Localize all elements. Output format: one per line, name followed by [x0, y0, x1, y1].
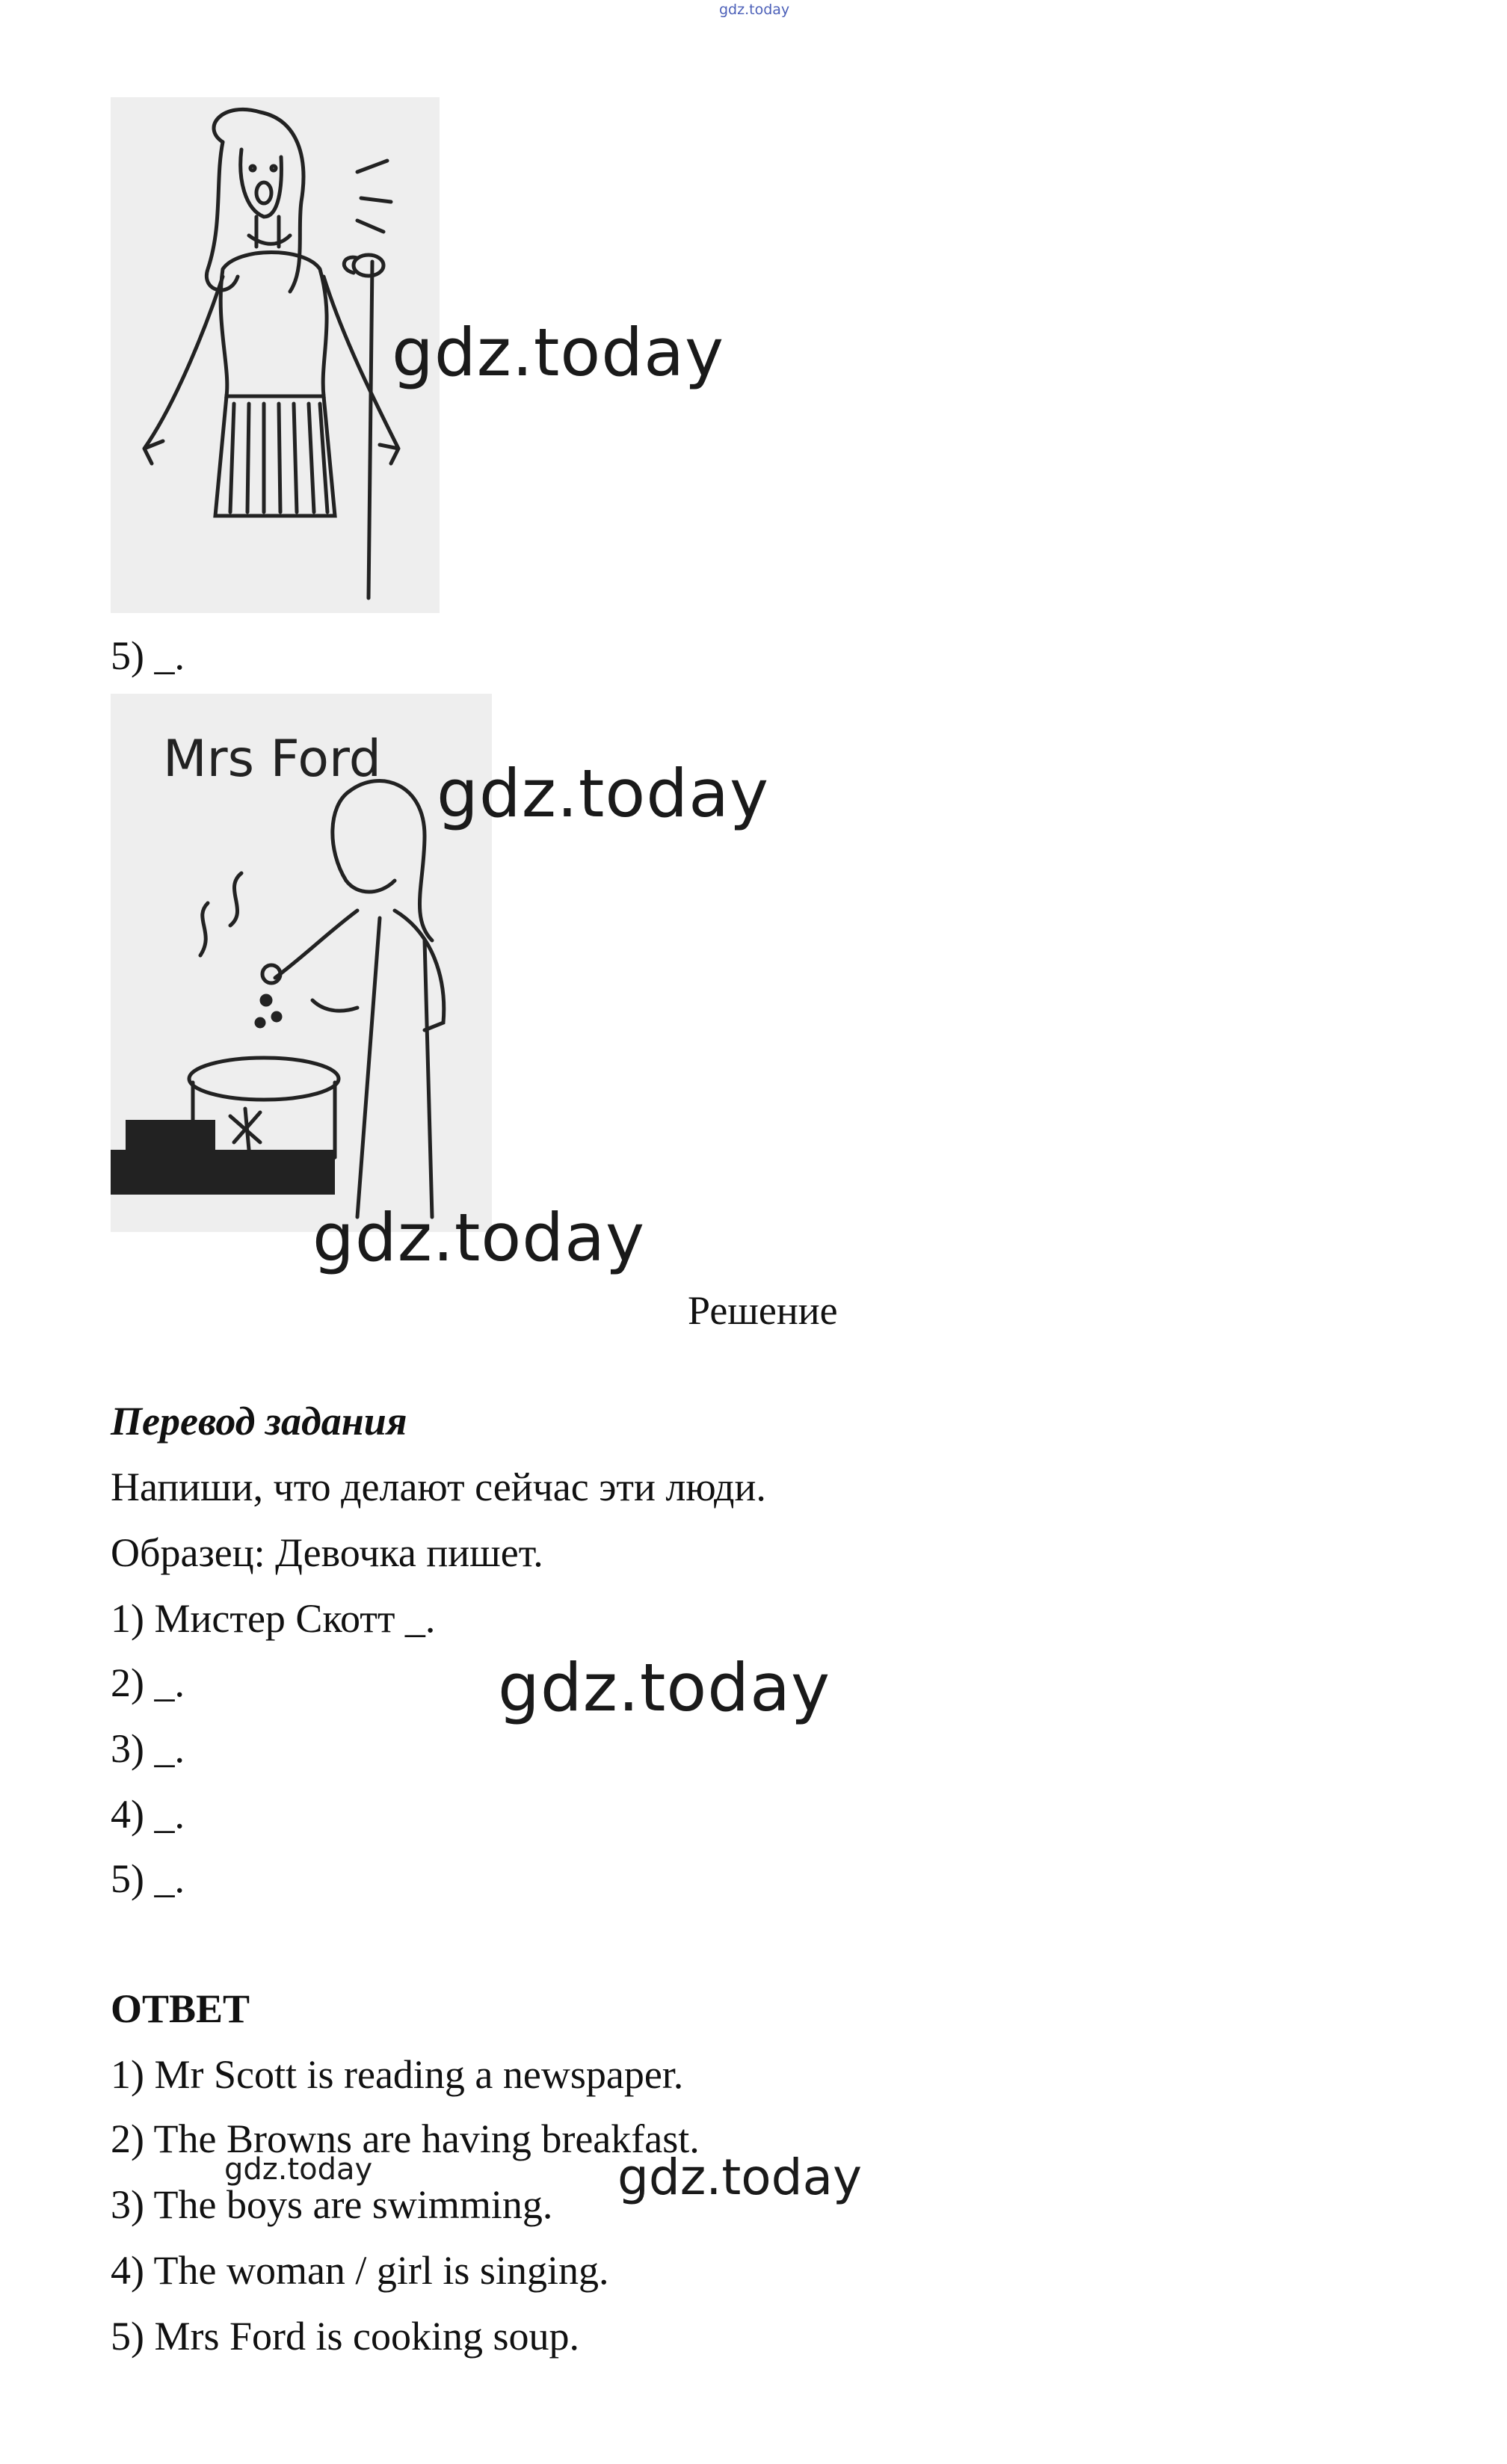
- watermark-3: gdz.today: [312, 1199, 646, 1276]
- translation-item-1: 1) Мистер Скотт _.: [111, 1596, 436, 1641]
- watermark-4: gdz.today: [498, 1649, 831, 1726]
- mrs-ford-illustration: [111, 694, 492, 1232]
- singer-illustration: [111, 97, 440, 613]
- watermark-6: gdz.today: [617, 2149, 863, 2206]
- answer-item-5: 5) Mrs Ford is cooking soup.: [111, 2314, 580, 2359]
- translation-item-4: 4) _.: [111, 1792, 185, 1837]
- answer-item-1: 1) Mr Scott is reading a newspaper.: [111, 2052, 684, 2097]
- translation-item-2: 2) _.: [111, 1660, 185, 1705]
- watermark-5: gdz.today: [224, 2152, 373, 2187]
- answer-item-4: 4) The woman / girl is singing.: [111, 2248, 609, 2293]
- mrs-ford-caption: Mrs Ford: [163, 730, 381, 789]
- watermark-1: gdz.today: [392, 314, 725, 391]
- translation-example: Образец: Девочка пишет.: [111, 1530, 543, 1575]
- translation-instruction: Напиши, что делают сейчас эти люди.: [111, 1464, 766, 1509]
- translation-heading: Перевод задания: [111, 1399, 407, 1444]
- solution-label: Решение: [688, 1288, 838, 1333]
- watermark-2: gdz.today: [437, 755, 770, 832]
- translation-item-3: 3) _.: [111, 1726, 185, 1771]
- answer-item-2: 2) The Browns are having breakfast.: [111, 2116, 700, 2161]
- answer-heading: ОТВЕТ: [111, 1986, 250, 2031]
- answer-item-3: 3) The boys are swimming.: [111, 2182, 553, 2227]
- item-5-blank: 5) _.: [111, 633, 185, 678]
- top-watermark: gdz.today: [719, 1, 790, 18]
- translation-item-5: 5) _.: [111, 1856, 185, 1901]
